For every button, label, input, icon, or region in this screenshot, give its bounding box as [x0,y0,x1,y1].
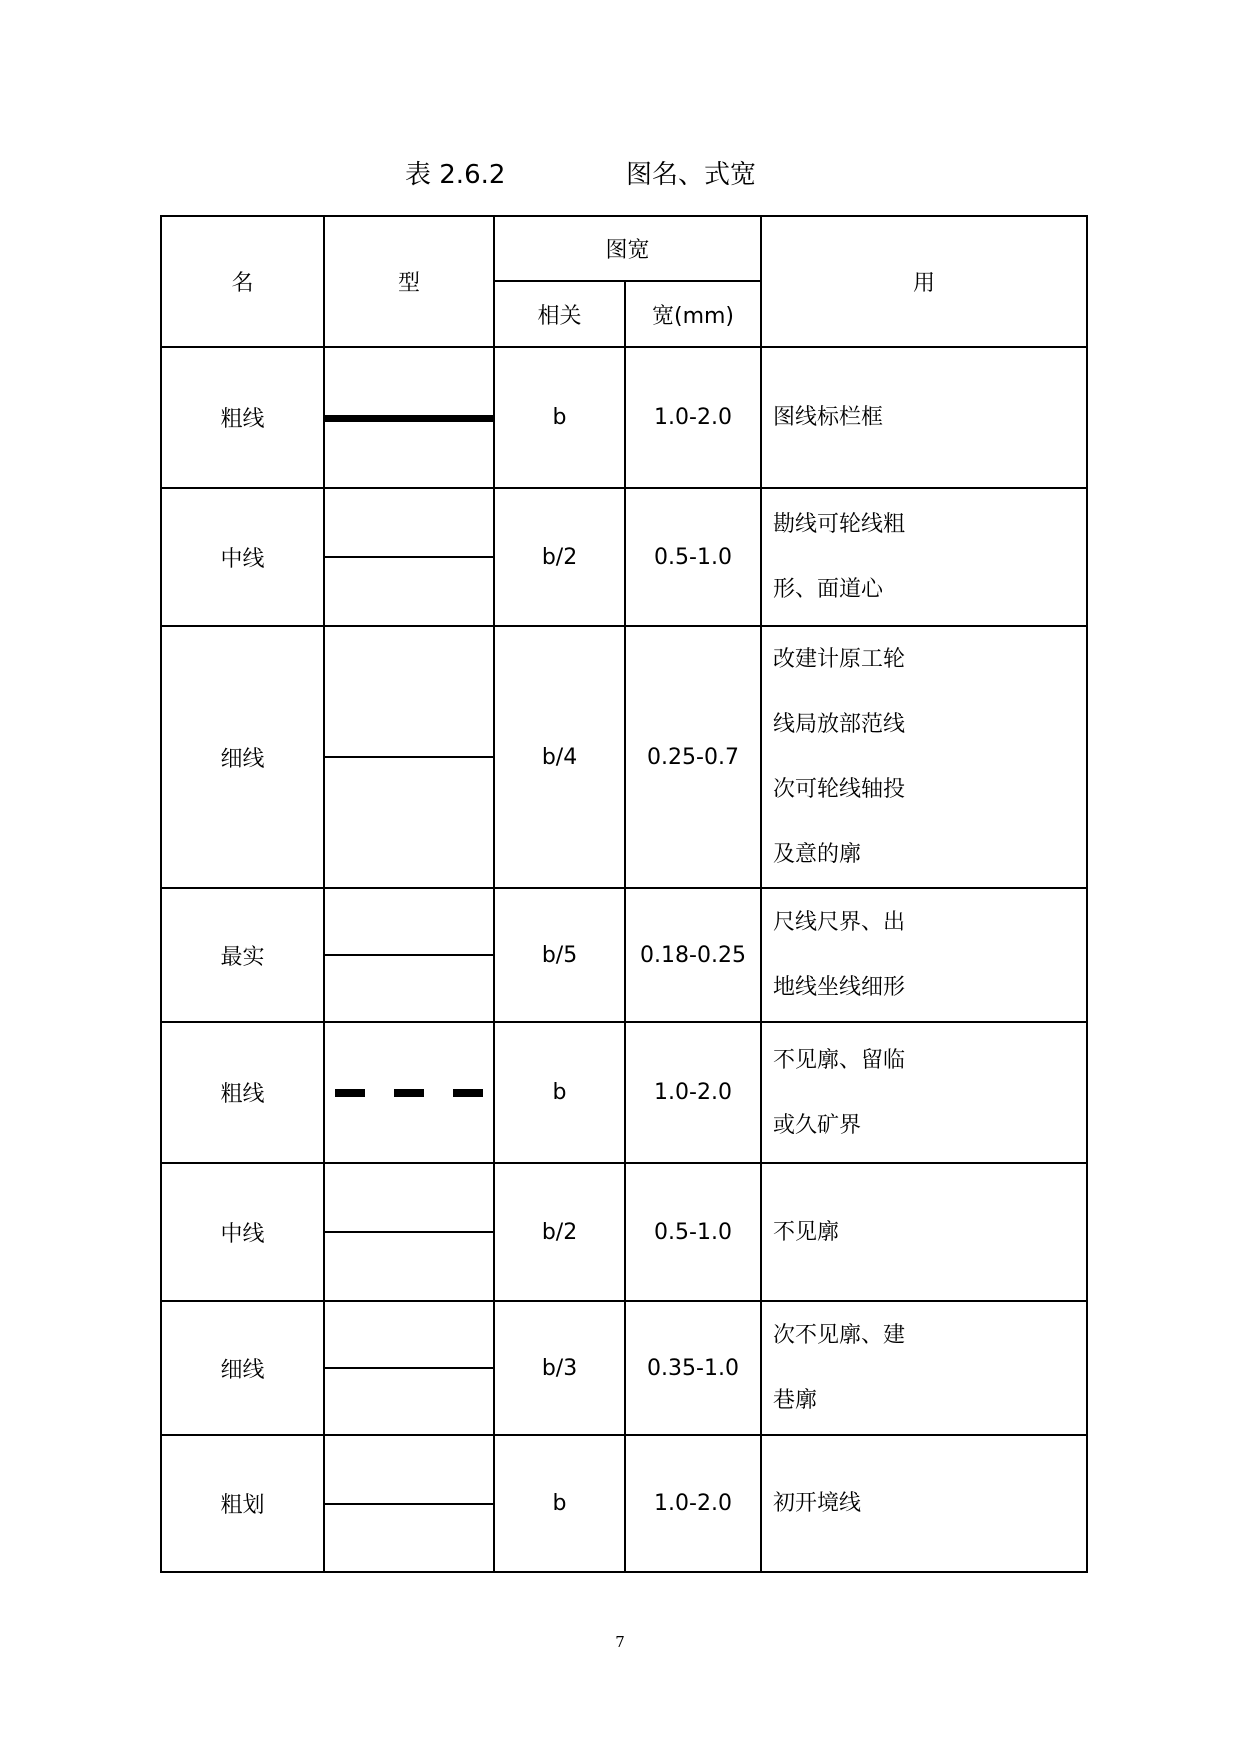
row-use [761,1163,1087,1301]
row-relation: b/3 [494,1301,625,1435]
use-line: 次可轮线轴投 [773,777,906,802]
line-sample-cell [324,1163,494,1301]
dash-segment [394,1089,424,1097]
use-line: 或久矿界 [773,1112,862,1138]
row-name: 粗线 [161,347,324,488]
use-line: 尺线尺界、出 [773,910,906,935]
table-row [161,626,1087,888]
finest-solid-line-sample [325,954,493,956]
row-relation: b [494,1022,625,1163]
header-use: 用 [761,216,1087,347]
header-width-mm: 宽(mm) [625,281,761,347]
table-row [161,888,1087,1022]
use-line: 巷廓 [773,1388,818,1413]
thick-dashed-line-sample [335,1089,483,1097]
header-width-group: 图宽 [494,216,761,281]
header-relation: 相关 [494,281,625,347]
row-use [761,488,1087,626]
table-row [161,1301,1087,1435]
line-sample-cell [324,1022,494,1163]
row-name: 细线 [161,1301,324,1435]
row-width-mm: 0.5-1.0 [625,488,761,626]
use-line: 勘线可轮线粗 [773,512,906,537]
row-use [761,888,1087,1022]
row-width-mm: 1.0-2.0 [625,347,761,488]
row-width-mm: 0.25-0.7 [625,626,761,888]
row-name: 细线 [161,626,324,888]
row-use [761,347,1087,488]
table-number: 表 2.6.2 [405,160,506,190]
use-line: 及意的廓 [773,842,862,867]
use-line: 图线标栏框 [773,405,884,430]
table-header-row [161,216,1087,281]
table-row [161,347,1087,488]
use-line: 形、面道心 [773,577,884,602]
header-name: 名 [161,216,324,347]
row-name: 最实 [161,888,324,1022]
row-name: 粗线 [161,1022,324,1163]
use-line: 地线坐线细形 [773,975,906,1000]
line-sample-cell [324,488,494,626]
row-width-mm: 0.18-0.25 [625,888,761,1022]
use-line: 次不见廓、建 [773,1323,906,1348]
row-use [761,1301,1087,1435]
table-row [161,488,1087,626]
medium-solid-line-sample [325,556,493,558]
medium-line-sample [325,1231,493,1233]
row-name: 中线 [161,488,324,626]
row-name: 中线 [161,1163,324,1301]
use-line: 初开境线 [773,1491,862,1516]
table-row [161,1435,1087,1572]
row-width-mm: 1.0-2.0 [625,1435,761,1572]
page-number: 7 [615,1633,625,1651]
use-line: 线局放部范线 [773,712,906,737]
header-type: 型 [324,216,494,347]
line-sample-cell [324,1435,494,1572]
row-use [761,626,1087,888]
row-relation: b [494,347,625,488]
dash-dot-line-sample [325,1503,493,1505]
table-row [161,1163,1087,1301]
thin-line-sample [325,1367,493,1369]
row-use [761,1435,1087,1572]
dash-segment [335,1089,365,1097]
row-width-mm: 0.35-1.0 [625,1301,761,1435]
row-width-mm: 0.5-1.0 [625,1163,761,1301]
thin-solid-line-sample [325,756,493,758]
line-spec-table [160,215,1088,1573]
row-width-mm: 1.0-2.0 [625,1022,761,1163]
dash-segment [453,1089,483,1097]
row-relation: b/2 [494,488,625,626]
use-line: 改建计原工轮 [773,647,906,672]
table-caption [0,155,1240,195]
row-relation: b/4 [494,626,625,888]
line-sample-cell [324,1301,494,1435]
row-relation: b/2 [494,1163,625,1301]
thick-solid-line-sample [325,415,493,422]
table-title: 图名、式宽 [626,160,757,190]
line-sample-cell [324,347,494,488]
use-line: 不见廓 [773,1219,840,1245]
line-sample-cell [324,888,494,1022]
row-relation: b [494,1435,625,1572]
line-sample-cell [324,626,494,888]
row-use [761,1022,1087,1163]
row-name: 粗划 [161,1435,324,1572]
use-line: 不见廓、留临 [773,1047,906,1073]
row-relation: b/5 [494,888,625,1022]
table-row [161,1022,1087,1163]
